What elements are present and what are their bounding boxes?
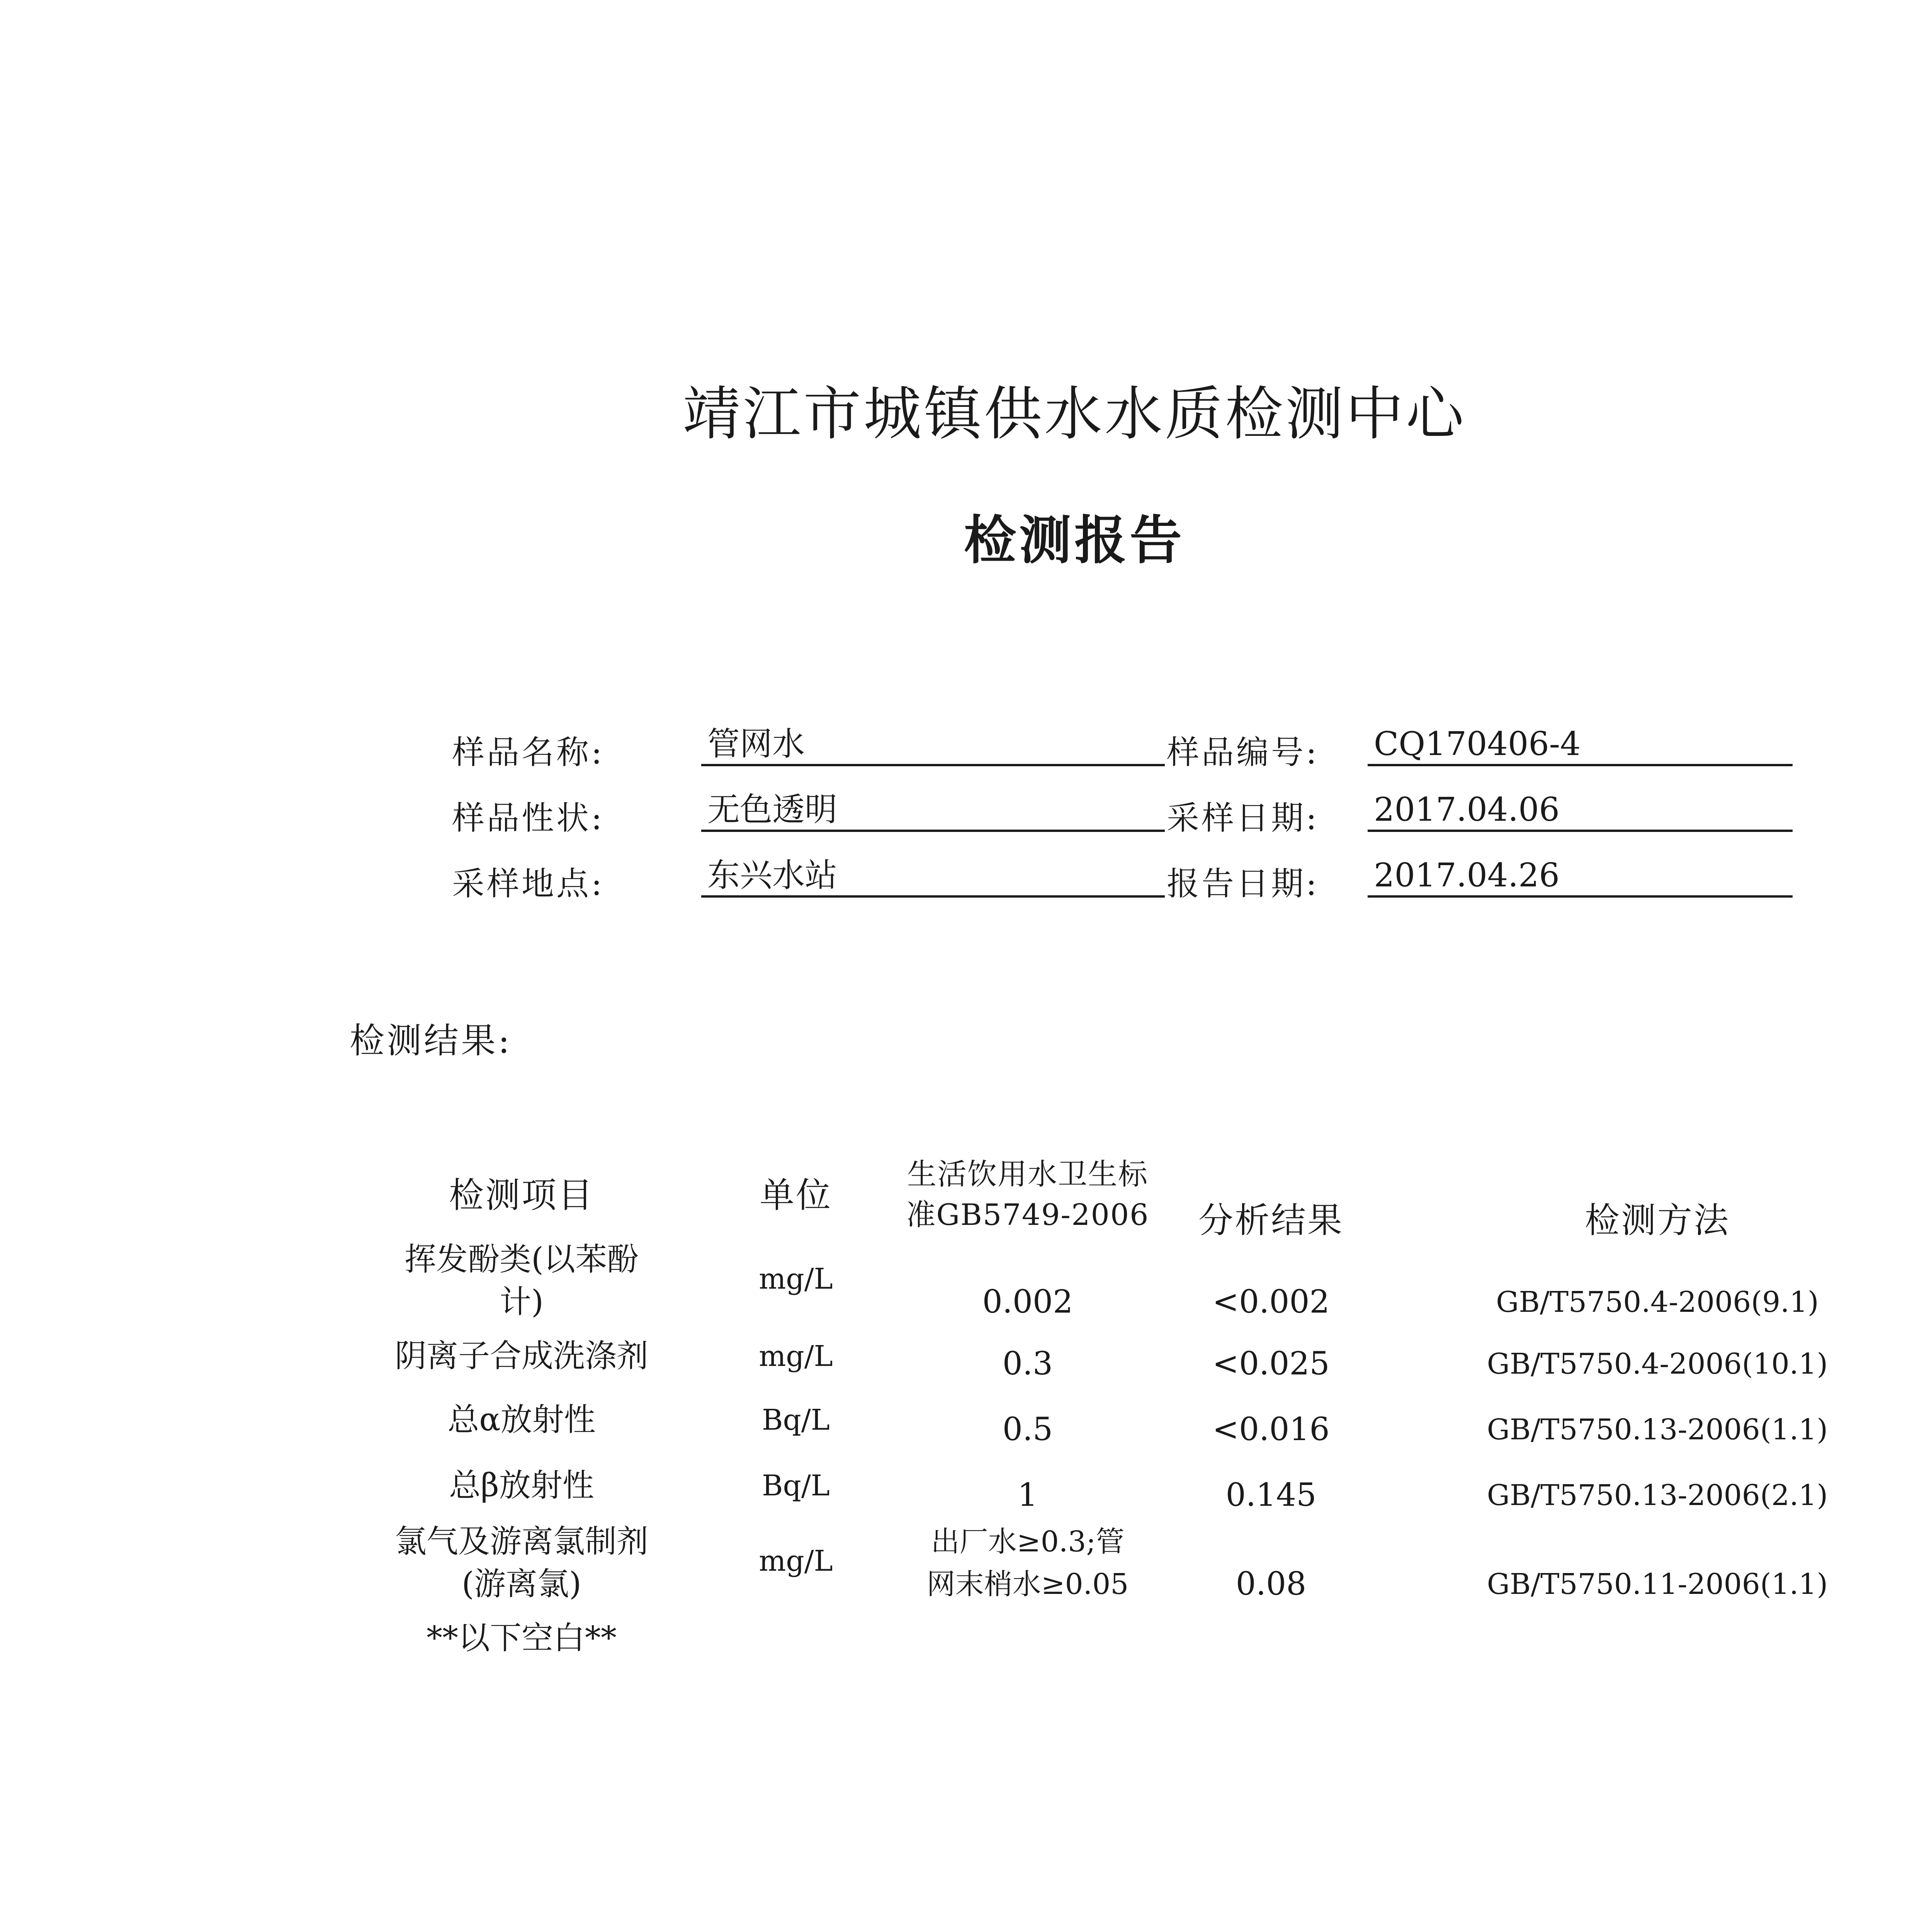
table-row-2-item: 阴离子合成洗涤剂 — [394, 1338, 648, 1374]
table-row-3-item: 总α放射性 — [447, 1401, 596, 1438]
table-row-4-item: 总β放射性 — [449, 1467, 594, 1504]
results-section-label: 检测结果: — [350, 1020, 512, 1061]
table-row-3-standard: 0.5 — [1002, 1411, 1053, 1448]
sample-no-label: 样品编号: — [1167, 733, 1319, 771]
table-row-2-method: GB/T5750.4-2006(10.1) — [1487, 1347, 1828, 1381]
report-date-label: 报告日期: — [1167, 865, 1319, 903]
table-row-1-standard: 0.002 — [982, 1284, 1073, 1320]
table-row-1-item-line1: 挥发酚类(以苯酚 — [404, 1241, 639, 1278]
table-row-2-standard: 0.3 — [1002, 1345, 1053, 1382]
table-row-4-unit: Bq/L — [762, 1469, 830, 1502]
sampling-site-label: 采样地点: — [452, 865, 605, 903]
table-row-4-result: 0.145 — [1225, 1477, 1317, 1514]
table-row-2-unit: mg/L — [759, 1340, 833, 1373]
sample-name-label: 样品名称: — [452, 733, 605, 771]
table-row-1-item-line2: 计) — [500, 1284, 544, 1320]
table-row-3-method: GB/T5750.13-2006(1.1) — [1487, 1413, 1828, 1446]
report-title: 检测报告 — [964, 509, 1185, 571]
report-date-value: 2017.04.26 — [1368, 856, 1793, 898]
sampling-site-value: 东兴水站 — [701, 856, 1165, 898]
header-standard-line2: 准GB5749-2006 — [906, 1197, 1149, 1232]
sample-state-value: 无色透明 — [701, 790, 1165, 832]
table-row-2-result: <0.025 — [1212, 1345, 1330, 1382]
table-row-5-standard-line1: 出厂水≥0.3;管 — [931, 1525, 1125, 1558]
table-row-1-unit: mg/L — [759, 1262, 833, 1296]
table-row-3-result: <0.016 — [1212, 1411, 1330, 1448]
sampling-date-label: 采样日期: — [1167, 799, 1319, 837]
sample-state-label: 样品性状: — [452, 799, 605, 837]
table-row-5-item-line1: 氯气及游离氯制剂 — [394, 1523, 648, 1560]
table-row-5-result: 0.08 — [1236, 1566, 1307, 1602]
header-item: 检测项目 — [449, 1175, 594, 1216]
organization-title: 靖江市城镇供水水质检测中心 — [682, 381, 1466, 448]
table-row-1-method: GB/T5750.4-2006(9.1) — [1496, 1286, 1819, 1319]
header-standard-line1: 生活饮用水卫生标 — [907, 1157, 1148, 1191]
header-unit: 单位 — [760, 1175, 832, 1216]
table-row-4-standard: 1 — [1017, 1477, 1038, 1514]
table-row-5-method: GB/T5750.11-2006(1.1) — [1487, 1568, 1828, 1601]
sample-no-value: CQ170406-4 — [1368, 724, 1793, 766]
table-row-1-result: <0.002 — [1212, 1284, 1330, 1320]
table-row-4-method: GB/T5750.13-2006(2.1) — [1487, 1479, 1828, 1512]
table-row-5-unit: mg/L — [759, 1544, 833, 1578]
header-result: 分析结果 — [1198, 1200, 1344, 1241]
table-row-5-standard-line2: 网末梢水≥0.05 — [926, 1568, 1129, 1601]
sampling-date-value: 2017.04.06 — [1368, 790, 1793, 832]
table-row-5-item-line2: (游离氯) — [462, 1566, 581, 1602]
table-row-3-unit: Bq/L — [762, 1403, 830, 1437]
blank-note: **以下空白** — [426, 1620, 617, 1656]
header-method: 检测方法 — [1585, 1200, 1730, 1241]
sample-name-value: 管网水 — [701, 724, 1165, 766]
